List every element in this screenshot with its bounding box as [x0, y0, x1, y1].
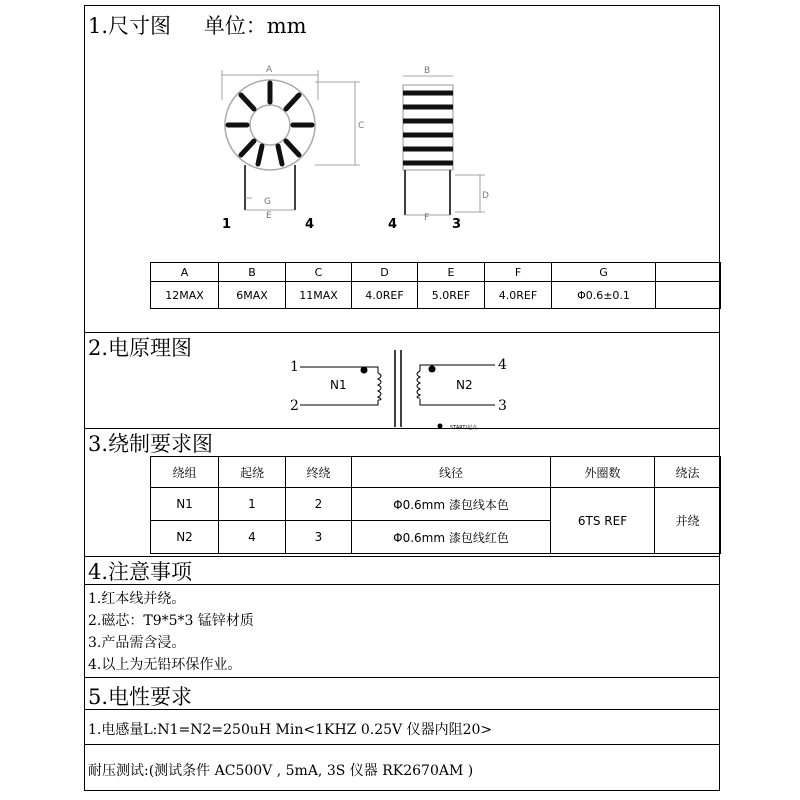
dim-value-g: Φ0.6±0.1 — [552, 282, 656, 309]
dimension-drawing — [200, 60, 500, 240]
section4-title: 4.注意事项 — [88, 560, 193, 584]
winding-n2-end: 3 — [286, 521, 352, 554]
winding-n2-name: N2 — [151, 521, 219, 554]
dim-label-f: F — [424, 213, 430, 223]
winding-header-row — [151, 457, 721, 488]
dim-header-a: A — [151, 263, 219, 282]
schematic-diagram — [280, 345, 520, 435]
side-pin-4-label: 4 — [388, 217, 398, 232]
schematic-pin-1: 1 — [290, 359, 299, 375]
note-3: 3.产品需含浸。 — [88, 635, 186, 651]
winding-n1-start: 1 — [219, 488, 286, 521]
dim-value-e: 5.0REF — [418, 282, 485, 309]
dim-value-c: 11MAX — [286, 282, 352, 309]
inductance-requirement: 1.电感量L:N1=N2=250uH Min<1KHZ 0.25V 仪器内阻20> — [88, 722, 493, 738]
legend-dot — [438, 424, 443, 429]
schematic-n2: N2 — [456, 378, 473, 392]
schematic-n1: N1 — [330, 378, 347, 392]
schematic-pin-2: 2 — [290, 398, 299, 414]
dimension-table — [150, 262, 721, 309]
toroid-side-view — [403, 76, 485, 215]
front-pin-4-label: 4 — [305, 217, 315, 232]
dim-header-g: G — [552, 263, 656, 282]
hipot-requirement: 耐压测试:(测试条件 AC500V , 5mA, 3S 仪器 RK2670AM ) — [88, 763, 474, 779]
winding-header-start: 起绕 — [219, 457, 286, 488]
winding-n2-wire: Φ0.6mm 漆包线红色 — [352, 521, 551, 554]
section5-title: 5.电性要求 — [88, 685, 193, 709]
front-pin-1-label: 1 — [222, 217, 232, 232]
winding-turns: 6TS REF — [551, 488, 655, 554]
winding-header-wire: 线径 — [352, 457, 551, 488]
winding-header-turns: 外圈数 — [551, 457, 655, 488]
dim-header-c: C — [286, 263, 352, 282]
note-4: 4.以上为无铅环保作业。 — [88, 657, 242, 673]
dim-header-b: B — [219, 263, 286, 282]
winding-n1-name: N1 — [151, 488, 219, 521]
winding-header-end: 终绕 — [286, 457, 352, 488]
separator — [84, 677, 720, 678]
dim-header-empty — [656, 263, 721, 282]
dimension-value-row — [151, 282, 721, 309]
section2-title: 2.电原理图 — [88, 336, 193, 360]
dim-label-e: E — [266, 211, 272, 221]
dimension-header-row — [151, 263, 721, 282]
schematic-pin-4: 4 — [498, 357, 507, 373]
dim-label-a: A — [266, 65, 273, 75]
dim-label-c: C — [358, 121, 365, 131]
winding-header-method: 绕法 — [655, 457, 721, 488]
dim-value-d: 4.0REF — [352, 282, 418, 309]
winding-header-name: 绕组 — [151, 457, 219, 488]
dim-header-e: E — [418, 263, 485, 282]
section1-heading — [88, 10, 307, 40]
dim-label-d: D — [482, 191, 489, 201]
section3-title: 3.绕制要求图 — [88, 432, 214, 456]
note-1: 1.红本线并绕。 — [88, 591, 186, 607]
dim-header-d: D — [352, 263, 418, 282]
schematic-pin-3: 3 — [498, 398, 507, 414]
dim-value-a: 12MAX — [151, 282, 219, 309]
winding-table — [150, 456, 721, 554]
dim-value-b: 6MAX — [219, 282, 286, 309]
separator — [84, 744, 720, 745]
side-pin-3-label: 3 — [452, 217, 462, 232]
dim-header-f: F — [485, 263, 552, 282]
section1-title: 1.尺寸图 — [88, 14, 172, 38]
n2-start-dot — [429, 366, 436, 373]
dim-value-f: 4.0REF — [485, 282, 552, 309]
unit-label: 单位：mm — [203, 14, 307, 38]
schematic-legend: START/起点 — [450, 425, 478, 431]
winding-method: 并绕 — [655, 488, 721, 554]
note-2: 2.磁芯：T9*5*3 锰锌材质 — [88, 613, 254, 629]
table-row — [151, 488, 721, 521]
dim-label-g: G — [264, 197, 271, 207]
winding-n1-wire: Φ0.6mm 漆包线本色 — [352, 488, 551, 521]
dim-value-empty — [656, 282, 721, 309]
n1-start-dot — [361, 367, 368, 374]
winding-n1-end: 2 — [286, 488, 352, 521]
dim-label-b: B — [424, 66, 431, 76]
toroid-front-view — [222, 70, 360, 210]
winding-n2-start: 4 — [219, 521, 286, 554]
